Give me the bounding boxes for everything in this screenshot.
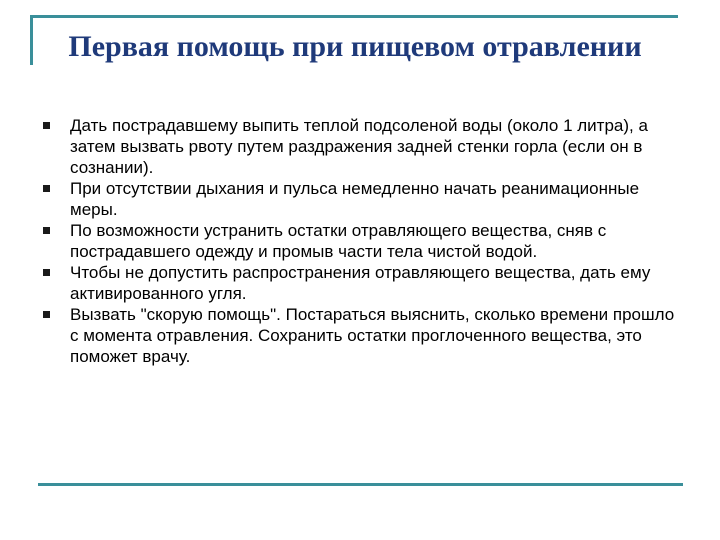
bullet-text: Чтобы не допустить распространения отравляющего вещества, дать ему активированного угля. xyxy=(70,263,651,303)
bullet-item xyxy=(38,115,678,178)
bullet-text: Дать пострадавшему выпить теплой подсоленой воды (около 1 литра), а затем вызвать рвоту путем раздражения задней стенки горла (если он в сознании). xyxy=(70,116,648,177)
square-bullet-icon xyxy=(43,185,50,192)
top-border-line xyxy=(30,15,678,18)
square-bullet-icon xyxy=(43,311,50,318)
bullet-list xyxy=(38,115,678,367)
bullet-text: По возможности устранить остатки отравляющего вещества, сняв с пострадавшего одежду и промыв части тела чистой водой. xyxy=(70,221,607,261)
bullet-text: При отсутствии дыхания и пульса немедленно начать реанимационные меры. xyxy=(70,179,640,219)
left-border-line xyxy=(30,15,33,65)
square-bullet-icon xyxy=(43,269,50,276)
bullet-item xyxy=(38,178,678,220)
bottom-border-line xyxy=(38,483,683,486)
slide-title: Первая помощь при пищевом отравлении xyxy=(68,30,642,63)
square-bullet-icon xyxy=(43,227,50,234)
bullet-text: Вызвать "скорую помощь". Постараться выяснить, сколько времени прошло с момента отравления. Сохранить остатки проглоченного вещества, это поможет врачу. xyxy=(70,305,675,366)
square-bullet-icon xyxy=(43,122,50,129)
bullet-item xyxy=(38,220,678,262)
bullet-item xyxy=(38,262,678,304)
bullet-item xyxy=(38,304,678,367)
